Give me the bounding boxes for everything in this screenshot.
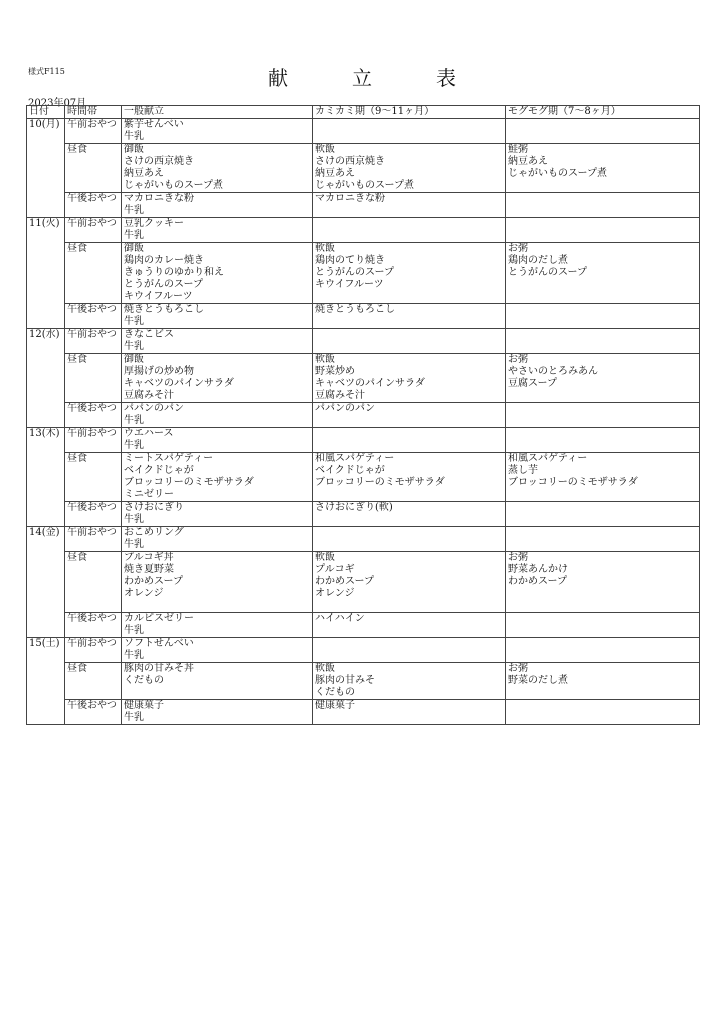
menu-cell-mogumogu [506,552,700,613]
menu-item: きなこビス [124,329,174,340]
menu-item [508,527,697,539]
menu-item: 鶏肉のだし煮 [508,255,568,266]
menu-item [508,613,697,625]
meal-time: 昼食 [65,354,122,403]
meal-time: 午前おやつ [65,119,122,144]
menu-item [315,205,503,217]
meal-time: 午前おやつ [65,527,122,552]
menu-item: ブロッコリーのミモザサラダ [508,477,638,488]
menu-item: くだもの [315,687,355,698]
menu-cell-mogumogu [506,354,700,403]
menu-cell-kamikami [313,218,506,243]
menu-item [315,230,503,242]
menu-item: 牛乳 [124,205,144,216]
menu-cell-mogumogu [506,403,700,428]
menu-item: 牛乳 [124,131,144,142]
menu-cell-mogumogu [506,502,700,527]
menu-cell-kamikami [313,613,506,638]
menu-item: 軟飯 [315,552,335,563]
table-row [27,243,700,304]
menu-item [508,514,697,526]
menu-cell-mogumogu [506,613,700,638]
menu-item: 野菜炒め [315,366,355,377]
menu-item: キウイフルーツ [315,279,384,290]
menu-item: プルコギ丼 [124,552,174,563]
menu-cell-general [122,354,313,403]
menu-item [508,712,697,724]
header-kamikami: カミカミ期（9～11ヶ月） [313,106,506,119]
menu-item [508,230,697,242]
menu-cell-kamikami [313,329,506,354]
meal-time: 午後おやつ [65,700,122,725]
menu-item: キャベツのパインサラダ [124,378,234,389]
menu-item: 牛乳 [124,539,144,550]
menu-item: マカロニきな粉 [315,193,385,204]
menu-item [315,316,503,328]
day-date: 14(金) [27,527,65,638]
menu-item [508,291,697,303]
menu-cell-mogumogu [506,329,700,354]
meal-time: 午前おやつ [65,428,122,453]
menu-item: 和風スパゲティー [508,453,588,464]
menu-item [508,588,697,600]
menu-item: きゅうりのゆかり和え [124,267,224,278]
menu-cell-kamikami [313,700,506,725]
header-general: 一般献立 [122,106,313,119]
table-row [27,144,700,193]
menu-item [508,180,697,192]
menu-item: 納豆あえ [124,168,164,179]
menu-item: カルピスゼリー [124,613,194,624]
table-row [27,354,700,403]
menu-item [508,638,697,650]
menu-item [315,625,503,637]
menu-item: 和風スパゲティー [315,453,395,464]
menu-item: 牛乳 [124,514,144,525]
menu-item [124,687,310,699]
menu-item: とうがんのスープ [124,279,203,290]
menu-item [315,415,503,427]
menu-body [27,119,700,725]
menu-cell-general [122,663,313,700]
menu-item [315,527,503,539]
menu-cell-general [122,453,313,502]
menu-cell-general [122,527,313,552]
menu-item [508,650,697,662]
form-code: 様式F115 [28,67,65,76]
menu-item: パパンのパン [124,403,184,414]
menu-item: パパンのパン [315,403,375,414]
meal-time: 午前おやつ [65,638,122,663]
menu-item [508,279,697,291]
menu-item [124,600,310,612]
menu-cell-general [122,193,313,218]
menu-item: ベイクドじゃが [124,465,194,476]
menu-item: くだもの [124,675,164,686]
menu-cell-kamikami [313,453,506,502]
menu-item [508,193,697,205]
menu-item: 野菜のだし煮 [508,675,568,686]
menu-cell-general [122,403,313,428]
menu-cell-mogumogu [506,304,700,329]
header-mogumogu: モグモグ期（7～8ヶ月） [506,106,700,119]
menu-item: 豆腐みそ汁 [315,390,365,401]
meal-time: 午前おやつ [65,329,122,354]
menu-item [508,205,697,217]
table-row [27,218,700,243]
menu-item: 牛乳 [124,712,144,723]
menu-cell-general [122,552,313,613]
menu-item: 豆腐スープ [508,378,557,389]
table-row [27,119,700,144]
menu-item [315,440,503,452]
menu-item [508,316,697,328]
menu-cell-mogumogu [506,193,700,218]
meal-time: 午後おやつ [65,613,122,638]
meal-time: 昼食 [65,663,122,700]
menu-item: オレンジ [315,588,355,599]
menu-item: 健康菓子 [124,700,164,711]
menu-item: 豚肉の甘みそ丼 [124,663,194,674]
menu-item [508,700,697,712]
menu-item: わかめスープ [315,576,374,587]
menu-item: 御飯 [124,144,144,155]
menu-item: 軟飯 [315,663,335,674]
menu-cell-kamikami [313,243,506,304]
menu-item: ハイハイン [315,613,365,624]
menu-cell-mogumogu [506,663,700,700]
day-date: 10(月) [27,119,65,218]
table-row [27,502,700,527]
menu-item: 牛乳 [124,650,144,661]
menu-item: 納豆あえ [508,156,548,167]
menu-cell-mogumogu [506,243,700,304]
menu-cell-mogumogu [506,638,700,663]
menu-cell-kamikami [313,502,506,527]
year-month: 2023年07月 [28,98,87,109]
header-time: 時間帯 [65,106,122,119]
menu-item: 牛乳 [124,625,144,636]
menu-item: 健康菓子 [315,700,355,711]
page-title: 献 立 表 [268,66,478,90]
menu-item: ミニゼリー [124,489,174,500]
menu-item: 紫芋せんべい [124,119,184,130]
day-date: 11(火) [27,218,65,329]
meal-time: 午後おやつ [65,403,122,428]
menu-item [508,119,697,131]
menu-cell-mogumogu [506,119,700,144]
menu-cell-general [122,218,313,243]
menu-item [315,119,503,131]
menu-item: キウイフルーツ [124,291,193,302]
menu-item [315,428,503,440]
menu-cell-kamikami [313,144,506,193]
menu-item: 豆腐みそ汁 [124,390,174,401]
menu-item: とうがんのスープ [315,267,394,278]
menu-item [315,329,503,341]
menu-cell-mogumogu [506,700,700,725]
menu-cell-general [122,304,313,329]
table-row [27,453,700,502]
menu-cell-mogumogu [506,144,700,193]
menu-cell-general [122,428,313,453]
menu-item: マカロニきな粉 [124,193,194,204]
table-row [27,638,700,663]
meal-time: 昼食 [65,144,122,193]
table-row [27,403,700,428]
meal-time: 午前おやつ [65,218,122,243]
menu-item [315,712,503,724]
menu-item [508,415,697,427]
menu-item: さけの西京焼き [315,156,385,167]
menu-item [508,131,697,143]
menu-cell-kamikami [313,663,506,700]
table-row [27,663,700,700]
menu-item: 軟飯 [315,243,335,254]
menu-item: ウエハース [124,428,174,439]
menu-cell-kamikami [313,527,506,552]
menu-item [508,625,697,637]
menu-cell-kamikami [313,638,506,663]
menu-item: ミートスパゲティー [124,453,214,464]
menu-item: おこめリング [124,527,184,538]
menu-item [508,440,697,452]
table-row [27,329,700,354]
meal-time: 午後おやつ [65,193,122,218]
menu-item [508,341,697,353]
meal-time: 午後おやつ [65,304,122,329]
menu-table [26,105,700,725]
table-row [27,613,700,638]
menu-cell-general [122,243,313,304]
menu-item: さけの西京焼き [124,156,194,167]
menu-item: 牛乳 [124,415,144,426]
menu-item [508,403,697,415]
menu-item [508,600,697,612]
menu-item: キャベツのパインサラダ [315,378,425,389]
menu-item: とうがんのスープ [508,267,587,278]
meal-time: 昼食 [65,552,122,613]
menu-item: 鮭粥 [508,144,528,155]
menu-item [315,341,503,353]
menu-item [508,687,697,699]
table-row [27,193,700,218]
menu-item: 蒸し芋 [508,465,538,476]
menu-item: 軟飯 [315,144,335,155]
menu-item: 厚揚げの炒め物 [124,366,194,377]
menu-cell-mogumogu [506,453,700,502]
menu-item: 牛乳 [124,440,144,451]
menu-item: 焼き夏野菜 [124,564,174,575]
day-date: 13(木) [27,428,65,527]
menu-item: 御飯 [124,354,144,365]
menu-cell-general [122,502,313,527]
menu-item: じゃがいものスープ煮 [124,180,223,191]
menu-cell-kamikami [313,403,506,428]
table-row [27,527,700,552]
menu-cell-kamikami [313,193,506,218]
menu-item [508,304,697,316]
menu-item: 御飯 [124,243,144,254]
menu-cell-kamikami [313,119,506,144]
menu-cell-general [122,144,313,193]
meal-time: 昼食 [65,453,122,502]
menu-item: 焼きとうもろこし [315,304,395,315]
menu-item: わかめスープ [124,576,183,587]
menu-item: お粥 [508,354,528,365]
menu-item: ブロッコリーのミモザサラダ [315,477,445,488]
meal-time: 昼食 [65,243,122,304]
menu-item: 軟飯 [315,354,335,365]
menu-cell-general [122,329,313,354]
menu-item: 豚肉の甘みそ [315,675,375,686]
menu-item [508,428,697,440]
menu-item [508,502,697,514]
menu-item: 豆乳クッキー [124,218,184,229]
menu-item [508,489,697,501]
menu-item: 鶏肉のカレー焼き [124,255,204,266]
table-row [27,700,700,725]
menu-item [315,650,503,662]
menu-item: ベイクドじゃが [315,465,385,476]
menu-cell-mogumogu [506,428,700,453]
menu-item [508,329,697,341]
menu-item: お粥 [508,552,528,563]
menu-item [315,131,503,143]
menu-item [508,218,697,230]
menu-item [508,539,697,551]
table-row [27,304,700,329]
menu-item: じゃがいものスープ煮 [508,168,607,179]
menu-cell-kamikami [313,552,506,613]
table-row [27,552,700,613]
menu-item: オレンジ [124,588,164,599]
menu-cell-general [122,119,313,144]
menu-item: やさいのとろみあん [508,366,598,377]
menu-item: プルコギ [315,564,355,575]
header-row [27,106,700,119]
menu-cell-mogumogu [506,218,700,243]
menu-item: 牛乳 [124,316,144,327]
menu-item: お粥 [508,663,528,674]
menu-item [315,291,503,303]
menu-item: わかめスープ [508,576,567,587]
menu-item: ソフトせんべい [124,638,194,649]
menu-item: 焼きとうもろこし [124,304,204,315]
menu-cell-general [122,613,313,638]
menu-cell-general [122,638,313,663]
menu-item [315,218,503,230]
menu-cell-mogumogu [506,527,700,552]
meal-time: 午後おやつ [65,502,122,527]
menu-item: 牛乳 [124,341,144,352]
menu-item [315,539,503,551]
day-date: 15(土) [27,638,65,725]
menu-cell-general [122,700,313,725]
header-date: 日付 [27,106,65,119]
menu-item [315,638,503,650]
menu-item: さけおにぎり(軟) [315,502,393,513]
menu-cell-kamikami [313,304,506,329]
menu-item: 納豆あえ [315,168,355,179]
menu-item: 野菜あんかけ [508,564,568,575]
menu-item: お粥 [508,243,528,254]
menu-item [315,514,503,526]
menu-item [315,600,503,612]
menu-item: さけおにぎり [124,502,184,513]
menu-item: 牛乳 [124,230,144,241]
menu-item [508,390,697,402]
menu-item: 鶏肉のてり焼き [315,255,385,266]
day-date: 12(水) [27,329,65,428]
menu-item [315,489,503,501]
menu-cell-kamikami [313,354,506,403]
menu-cell-kamikami [313,428,506,453]
menu-item: じゃがいものスープ煮 [315,180,414,191]
table-row [27,428,700,453]
menu-item: ブロッコリーのミモザサラダ [124,477,254,488]
